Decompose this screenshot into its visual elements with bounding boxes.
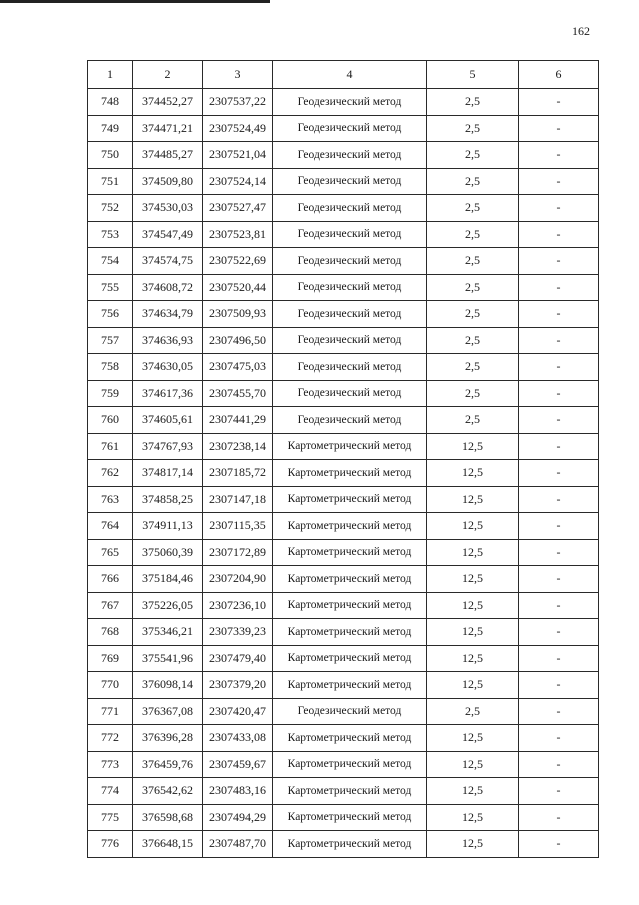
method-cell: Картометрический метод xyxy=(273,725,427,752)
x-coordinate-cell: 374911,13 xyxy=(133,513,203,540)
y-coordinate-cell: 2307172,89 xyxy=(203,539,273,566)
x-coordinate-cell: 374858,25 xyxy=(133,486,203,513)
description-cell: - xyxy=(519,380,599,407)
point-number-cell: 774 xyxy=(88,778,133,805)
table-row xyxy=(88,486,599,513)
method-cell: Геодезический метод xyxy=(273,327,427,354)
table-row xyxy=(88,539,599,566)
point-number-cell: 760 xyxy=(88,407,133,434)
y-coordinate-cell: 2307433,08 xyxy=(203,725,273,752)
x-coordinate-cell: 374605,61 xyxy=(133,407,203,434)
x-coordinate-cell: 374636,93 xyxy=(133,327,203,354)
description-cell: - xyxy=(519,513,599,540)
page-number: 162 xyxy=(572,24,590,38)
y-coordinate-cell: 2307487,70 xyxy=(203,831,273,858)
table-row xyxy=(88,354,599,381)
x-coordinate-cell: 374471,21 xyxy=(133,115,203,142)
y-coordinate-cell: 2307455,70 xyxy=(203,380,273,407)
y-coordinate-cell: 2307236,10 xyxy=(203,592,273,619)
point-number-cell: 753 xyxy=(88,221,133,248)
x-coordinate-cell: 374767,93 xyxy=(133,433,203,460)
y-coordinate-cell: 2307475,03 xyxy=(203,354,273,381)
method-cell: Геодезический метод xyxy=(273,195,427,222)
method-cell: Картометрический метод xyxy=(273,460,427,487)
x-coordinate-cell: 374547,49 xyxy=(133,221,203,248)
table-row xyxy=(88,168,599,195)
x-coordinate-cell: 376648,15 xyxy=(133,831,203,858)
description-cell: - xyxy=(519,115,599,142)
point-number-cell: 769 xyxy=(88,645,133,672)
y-coordinate-cell: 2307494,29 xyxy=(203,804,273,831)
x-coordinate-cell: 375226,05 xyxy=(133,592,203,619)
table-row xyxy=(88,778,599,805)
point-number-cell: 771 xyxy=(88,698,133,725)
description-cell: - xyxy=(519,804,599,831)
header-cell-1: 1 xyxy=(88,61,133,89)
point-number-cell: 773 xyxy=(88,751,133,778)
x-coordinate-cell: 375060,39 xyxy=(133,539,203,566)
description-cell: - xyxy=(519,142,599,169)
method-cell: Геодезический метод xyxy=(273,142,427,169)
description-cell: - xyxy=(519,778,599,805)
header-cell-5: 5 xyxy=(427,61,519,89)
method-cell: Картометрический метод xyxy=(273,804,427,831)
table-row xyxy=(88,460,599,487)
method-cell: Геодезический метод xyxy=(273,221,427,248)
accuracy-cell: 12,5 xyxy=(427,486,519,513)
x-coordinate-cell: 376459,76 xyxy=(133,751,203,778)
table-row xyxy=(88,248,599,275)
point-number-cell: 757 xyxy=(88,327,133,354)
description-cell: - xyxy=(519,698,599,725)
table-row xyxy=(88,433,599,460)
method-cell: Картометрический метод xyxy=(273,619,427,646)
method-cell: Картометрический метод xyxy=(273,513,427,540)
y-coordinate-cell: 2307238,14 xyxy=(203,433,273,460)
table-row xyxy=(88,380,599,407)
point-number-cell: 756 xyxy=(88,301,133,328)
accuracy-cell: 2,5 xyxy=(427,195,519,222)
table-row xyxy=(88,407,599,434)
description-cell: - xyxy=(519,725,599,752)
y-coordinate-cell: 2307379,20 xyxy=(203,672,273,699)
header-cell-4: 4 xyxy=(273,61,427,89)
accuracy-cell: 12,5 xyxy=(427,645,519,672)
point-number-cell: 775 xyxy=(88,804,133,831)
table-row xyxy=(88,751,599,778)
x-coordinate-cell: 374630,05 xyxy=(133,354,203,381)
accuracy-cell: 12,5 xyxy=(427,804,519,831)
method-cell: Картометрический метод xyxy=(273,486,427,513)
accuracy-cell: 2,5 xyxy=(427,407,519,434)
method-cell: Геодезический метод xyxy=(273,274,427,301)
description-cell: - xyxy=(519,327,599,354)
x-coordinate-cell: 374509,80 xyxy=(133,168,203,195)
point-number-cell: 755 xyxy=(88,274,133,301)
accuracy-cell: 12,5 xyxy=(427,725,519,752)
table-body xyxy=(88,89,599,858)
point-number-cell: 752 xyxy=(88,195,133,222)
y-coordinate-cell: 2307204,90 xyxy=(203,566,273,593)
accuracy-cell: 12,5 xyxy=(427,592,519,619)
accuracy-cell: 12,5 xyxy=(427,539,519,566)
table-row xyxy=(88,566,599,593)
point-number-cell: 765 xyxy=(88,539,133,566)
method-cell: Картометрический метод xyxy=(273,539,427,566)
point-number-cell: 754 xyxy=(88,248,133,275)
accuracy-cell: 2,5 xyxy=(427,274,519,301)
method-cell: Геодезический метод xyxy=(273,380,427,407)
description-cell: - xyxy=(519,274,599,301)
point-number-cell: 763 xyxy=(88,486,133,513)
x-coordinate-cell: 374530,03 xyxy=(133,195,203,222)
y-coordinate-cell: 2307524,14 xyxy=(203,168,273,195)
table-row xyxy=(88,274,599,301)
description-cell: - xyxy=(519,433,599,460)
header-cell-2: 2 xyxy=(133,61,203,89)
accuracy-cell: 2,5 xyxy=(427,168,519,195)
method-cell: Картометрический метод xyxy=(273,566,427,593)
point-number-cell: 749 xyxy=(88,115,133,142)
method-cell: Геодезический метод xyxy=(273,115,427,142)
point-number-cell: 772 xyxy=(88,725,133,752)
y-coordinate-cell: 2307537,22 xyxy=(203,89,273,116)
y-coordinate-cell: 2307479,40 xyxy=(203,645,273,672)
y-coordinate-cell: 2307522,69 xyxy=(203,248,273,275)
accuracy-cell: 12,5 xyxy=(427,672,519,699)
table-row xyxy=(88,672,599,699)
description-cell: - xyxy=(519,539,599,566)
description-cell: - xyxy=(519,486,599,513)
scan-edge-mark xyxy=(0,0,270,3)
accuracy-cell: 2,5 xyxy=(427,115,519,142)
accuracy-cell: 12,5 xyxy=(427,513,519,540)
y-coordinate-cell: 2307420,47 xyxy=(203,698,273,725)
method-cell: Геодезический метод xyxy=(273,89,427,116)
y-coordinate-cell: 2307520,44 xyxy=(203,274,273,301)
method-cell: Геодезический метод xyxy=(273,301,427,328)
accuracy-cell: 12,5 xyxy=(427,566,519,593)
accuracy-cell: 2,5 xyxy=(427,698,519,725)
description-cell: - xyxy=(519,672,599,699)
method-cell: Геодезический метод xyxy=(273,354,427,381)
method-cell: Картометрический метод xyxy=(273,672,427,699)
table-row xyxy=(88,115,599,142)
method-cell: Геодезический метод xyxy=(273,168,427,195)
y-coordinate-cell: 2307339,23 xyxy=(203,619,273,646)
table-row xyxy=(88,725,599,752)
accuracy-cell: 2,5 xyxy=(427,354,519,381)
description-cell: - xyxy=(519,248,599,275)
x-coordinate-cell: 374617,36 xyxy=(133,380,203,407)
table-row xyxy=(88,142,599,169)
description-cell: - xyxy=(519,592,599,619)
x-coordinate-cell: 374608,72 xyxy=(133,274,203,301)
description-cell: - xyxy=(519,460,599,487)
x-coordinate-cell: 376598,68 xyxy=(133,804,203,831)
accuracy-cell: 2,5 xyxy=(427,301,519,328)
description-cell: - xyxy=(519,221,599,248)
method-cell: Картометрический метод xyxy=(273,831,427,858)
x-coordinate-cell: 374452,27 xyxy=(133,89,203,116)
x-coordinate-cell: 376542,62 xyxy=(133,778,203,805)
method-cell: Картометрический метод xyxy=(273,592,427,619)
point-number-cell: 776 xyxy=(88,831,133,858)
point-number-cell: 750 xyxy=(88,142,133,169)
point-number-cell: 751 xyxy=(88,168,133,195)
y-coordinate-cell: 2307523,81 xyxy=(203,221,273,248)
table-row xyxy=(88,698,599,725)
y-coordinate-cell: 2307521,04 xyxy=(203,142,273,169)
y-coordinate-cell: 2307524,49 xyxy=(203,115,273,142)
accuracy-cell: 12,5 xyxy=(427,751,519,778)
x-coordinate-cell: 374574,75 xyxy=(133,248,203,275)
accuracy-cell: 2,5 xyxy=(427,142,519,169)
x-coordinate-cell: 375541,96 xyxy=(133,645,203,672)
description-cell: - xyxy=(519,751,599,778)
y-coordinate-cell: 2307459,67 xyxy=(203,751,273,778)
y-coordinate-cell: 2307441,29 xyxy=(203,407,273,434)
method-cell: Картометрический метод xyxy=(273,778,427,805)
description-cell: - xyxy=(519,831,599,858)
accuracy-cell: 2,5 xyxy=(427,248,519,275)
table-row xyxy=(88,804,599,831)
description-cell: - xyxy=(519,301,599,328)
table-row xyxy=(88,619,599,646)
description-cell: - xyxy=(519,195,599,222)
point-number-cell: 758 xyxy=(88,354,133,381)
y-coordinate-cell: 2307509,93 xyxy=(203,301,273,328)
description-cell: - xyxy=(519,619,599,646)
accuracy-cell: 12,5 xyxy=(427,778,519,805)
header-cell-6: 6 xyxy=(519,61,599,89)
table-row xyxy=(88,513,599,540)
x-coordinate-cell: 376396,28 xyxy=(133,725,203,752)
description-cell: - xyxy=(519,645,599,672)
header-cell-3: 3 xyxy=(203,61,273,89)
table-row xyxy=(88,89,599,116)
table-row xyxy=(88,301,599,328)
y-coordinate-cell: 2307496,50 xyxy=(203,327,273,354)
description-cell: - xyxy=(519,566,599,593)
table-row xyxy=(88,645,599,672)
x-coordinate-cell: 376098,14 xyxy=(133,672,203,699)
accuracy-cell: 2,5 xyxy=(427,380,519,407)
point-number-cell: 767 xyxy=(88,592,133,619)
table-header xyxy=(88,61,599,89)
accuracy-cell: 12,5 xyxy=(427,619,519,646)
y-coordinate-cell: 2307185,72 xyxy=(203,460,273,487)
description-cell: - xyxy=(519,89,599,116)
accuracy-cell: 12,5 xyxy=(427,460,519,487)
description-cell: - xyxy=(519,168,599,195)
coordinates-table xyxy=(87,60,599,858)
accuracy-cell: 12,5 xyxy=(427,433,519,460)
x-coordinate-cell: 375346,21 xyxy=(133,619,203,646)
x-coordinate-cell: 375184,46 xyxy=(133,566,203,593)
y-coordinate-cell: 2307147,18 xyxy=(203,486,273,513)
table-row xyxy=(88,221,599,248)
method-cell: Геодезический метод xyxy=(273,248,427,275)
x-coordinate-cell: 376367,08 xyxy=(133,698,203,725)
point-number-cell: 766 xyxy=(88,566,133,593)
y-coordinate-cell: 2307115,35 xyxy=(203,513,273,540)
y-coordinate-cell: 2307483,16 xyxy=(203,778,273,805)
point-number-cell: 748 xyxy=(88,89,133,116)
point-number-cell: 768 xyxy=(88,619,133,646)
method-cell: Картометрический метод xyxy=(273,645,427,672)
accuracy-cell: 2,5 xyxy=(427,89,519,116)
description-cell: - xyxy=(519,354,599,381)
point-number-cell: 759 xyxy=(88,380,133,407)
point-number-cell: 770 xyxy=(88,672,133,699)
accuracy-cell: 2,5 xyxy=(427,221,519,248)
header-row xyxy=(88,61,599,89)
point-number-cell: 761 xyxy=(88,433,133,460)
method-cell: Геодезический метод xyxy=(273,698,427,725)
method-cell: Картометрический метод xyxy=(273,751,427,778)
method-cell: Геодезический метод xyxy=(273,407,427,434)
accuracy-cell: 12,5 xyxy=(427,831,519,858)
description-cell: - xyxy=(519,407,599,434)
accuracy-cell: 2,5 xyxy=(427,327,519,354)
point-number-cell: 762 xyxy=(88,460,133,487)
table-row xyxy=(88,327,599,354)
table-row xyxy=(88,831,599,858)
point-number-cell: 764 xyxy=(88,513,133,540)
table-row xyxy=(88,195,599,222)
x-coordinate-cell: 374485,27 xyxy=(133,142,203,169)
method-cell: Картометрический метод xyxy=(273,433,427,460)
table-row xyxy=(88,592,599,619)
x-coordinate-cell: 374817,14 xyxy=(133,460,203,487)
y-coordinate-cell: 2307527,47 xyxy=(203,195,273,222)
x-coordinate-cell: 374634,79 xyxy=(133,301,203,328)
